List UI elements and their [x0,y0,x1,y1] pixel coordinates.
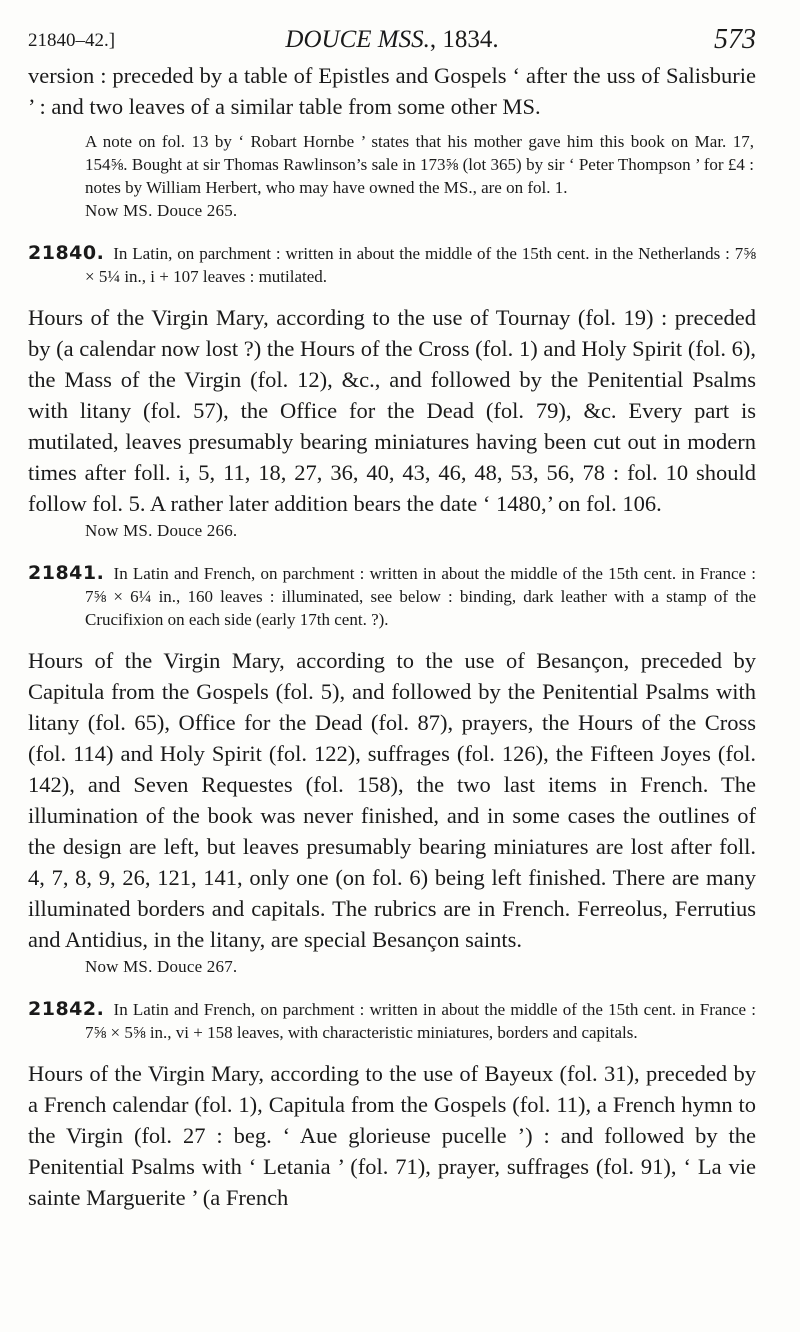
running-head [28,0,756,60]
shelfmark-266: Now MS. Douce 266. [85,521,238,540]
shelfmark-265: Now MS. Douce 265. [85,201,238,220]
entry-21841-header [28,562,756,631]
running-head-collection: DOUCE MSS. [285,26,430,53]
entry-21840-contents: Hours of the Virgin Mary, according to the use of Tournay (fol. 19) : preceded by (a calendar now lost ?) the Hours of the Cross (fol. 1) and Holy Spirit (fol. 6), the Mass of the Virgin (fol. 12), &c., and followed by the Penitential Psalms with litany (fol. 57), the Office for the Dead (fol. 79), &c. Every part is mutilated, leaves presumably bearing miniatures having been cut out in modern times after foll. i, 5, 11, 18, 27, 36, 40, 43, 46, 48, 53, 56, 78 : fol. 10 should follow fol. 5. A rather later addition bears the date ‘ 1480,’ on fol. 106. [28,305,756,516]
entry-21840-header [28,242,756,288]
entry-number: 21840. [28,242,105,264]
entry-physical-description: In Latin and French, on parchment : written in about the middle of the 15th cent. in France : 7⅝ × 5⅝ in., vi + 158 leaves, with characteristic miniatures, borders and capitals. [85,1000,756,1042]
provenance-note: A note on fol. 13 by ‘ Robart Hornbe ’ states that his mother gave him this book on Mar. 17, 154⅝. Bought at sir Thomas Rawlinson’s sale in 173⅝ (lot 365) by sir ‘ Peter Thompson ’ for £4 : notes by William Herbert, who may have owned the MS., are on fol. 1. [85,132,754,197]
entry-physical-description: In Latin and French, on parchment : written in about the middle of the 15th cent. in France : 7⅝ × 6¼ in., 160 leaves : illuminated, see below : binding, dark leather with a stamp of the Crucifixion on each side (early 17th cent. ?). [85,564,756,629]
entry-21841-contents: Hours of the Virgin Mary, according to the use of Besançon, preceded by Capitula from the Gospels (fol. 5), and followed by the Penitential Psalms with litany (fol. 65), Office for the Dead (fol. 87), prayers, the Hours of the Cross (fol. 114) and Holy Spirit (fol. 122), suffrages (fol. 126), the Fifteen Joyes (fol. 142), and Seven Requestes (fol. 158), the two last items in French. The illumination of the book was never finished, and in some cases the outlines of the design are left, but leaves presumably bearing miniatures are lost after foll. 4, 7, 8, 9, 26, 121, 141, only one (on fol. 6) being left finished. There are many illuminated borders and capitals. The rubrics are in French. Ferreolus, Ferrutius and Antidius, in the litany, are special Besançon saints. [28,648,756,952]
continued-description: version : preceded by a table of Epistles and Gospels ‘ after the uss of Salisburie ’ : and two leaves of a similar table from some other MS. [28,63,756,119]
running-head-title [28,26,756,54]
entry-physical-description: In Latin, on parchment : written in about the middle of the 15th cent. in the Netherlands : 7⅝ × 5¼ in., i + 107 leaves : mutilated. [85,244,757,286]
shelfmark-267: Now MS. Douce 267. [85,957,238,976]
entry-number: 21842. [28,998,105,1020]
running-head-range: 21840–42.] [28,30,116,51]
entry-21842-contents: Hours of the Virgin Mary, according to the use of Bayeux (fol. 31), preceded by a French calendar (fol. 1), Capitula from the Gospels (fol. 11), a French hymn to the Virgin (fol. 27 : beg. ‘ Aue glorieuse pucelle ’) : and followed by the Penitential Psalms with ‘ Letania ’ (fol. 71), prayer, suffrages (fol. 91), ‘ La vie sainte Marguerite ’ (a French [28,1061,756,1210]
entry-number: 21841. [28,562,105,584]
page-number: 573 [714,24,756,55]
running-head-year: , 1834. [429,26,499,53]
entry-21842-header [28,998,756,1044]
